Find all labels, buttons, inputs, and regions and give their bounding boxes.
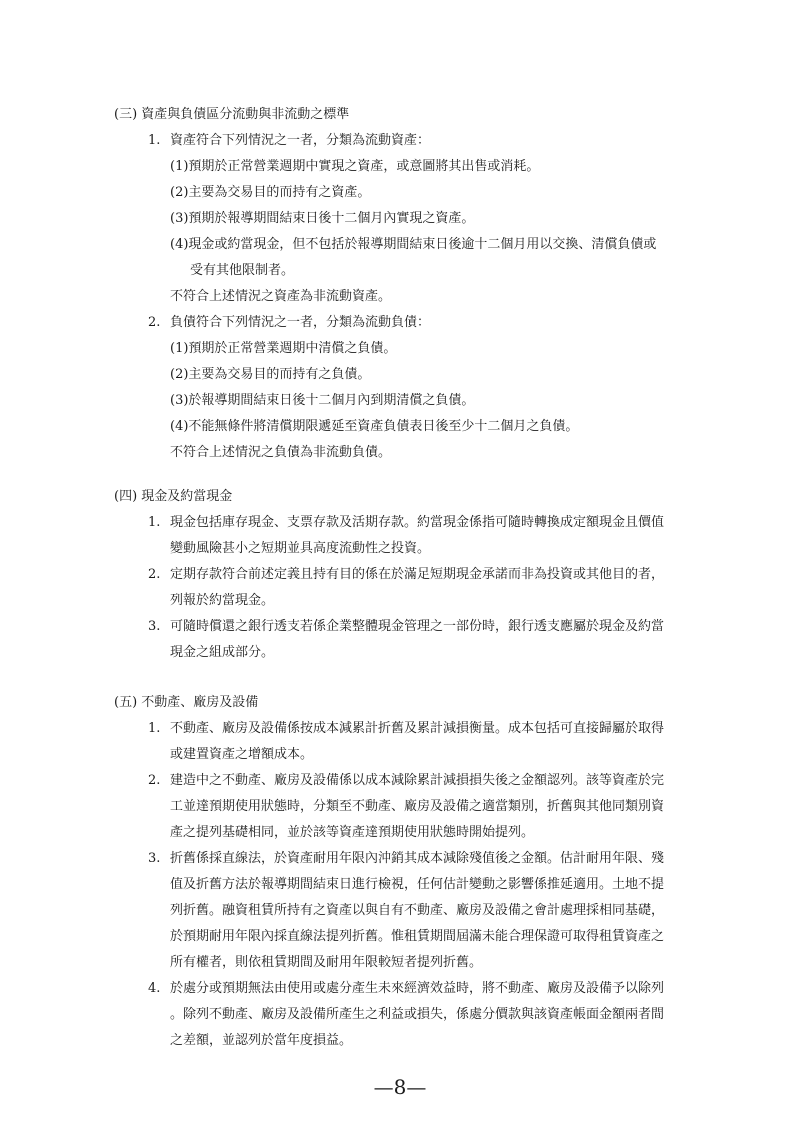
item-line: 不動產、廠房及設備係按成本減累計折舊及累計減損衡量。成本包括可直接歸屬於取得 xyxy=(170,721,665,736)
item-line: 現金包括庫存現金、支票存款及活期存款。約當現金係指可隨時轉換成定額現金且價值 xyxy=(170,515,665,530)
item-line: 值及折舊方法於報導期間結束日進行檢視，任何估計變動之影響係推延適用。土地不提 xyxy=(170,877,665,892)
sub-item-text: (3)於報導期間結束日後十二個月內到期清償之負債。 xyxy=(170,393,475,408)
sub-item-text: (2)主要為交易目的而持有之資產。 xyxy=(170,185,371,200)
section-5-item-2 xyxy=(114,768,754,846)
section-4-item-1 xyxy=(114,510,754,562)
item-line: 建造中之不動產、廠房及設備係以成本減除累計減損損失後之金額認列。該等資產於完 xyxy=(170,773,665,788)
sub-item xyxy=(114,180,754,206)
item-number: 3. xyxy=(148,851,161,866)
item-line: 折舊係採直線法，於資產耐用年限內沖銷其成本減除殘值後之金額。估計耐用年限、殘 xyxy=(170,851,665,866)
item-tail-text: 不符合上述情況之資產為非流動資產。 xyxy=(170,289,392,304)
sub-item xyxy=(114,414,754,440)
section-5-item-4 xyxy=(114,976,754,1054)
sub-item-text: (1)預期於正常營業週期中清償之負債。 xyxy=(170,341,397,356)
item-line: 於預期耐用年限內採直線法提列折舊。惟租賃期間屆滿未能合理保證可取得租賃資產之 xyxy=(170,929,665,944)
item-line: 現金之組成部分。 xyxy=(170,645,275,660)
item-line: 產之提列基礎相同，並於該等資產達預期使用狀態時開始提列。 xyxy=(170,825,535,840)
sub-item-text: 受有其他限制者。 xyxy=(190,263,295,278)
item-number: 2. xyxy=(148,315,161,330)
section-4-item-2 xyxy=(114,562,754,614)
sub-item-text: (4)現金或約當現金，但不包括於報導期間結束日後逾十二個月用以交換、清償負債或 xyxy=(170,237,657,252)
section-5-item-1 xyxy=(114,716,754,768)
section-5-item-3 xyxy=(114,846,754,976)
item-tail xyxy=(114,440,754,466)
sub-item-text: (4)不能無條件將清償期限遞延至資產負債表日後至少十二個月之負債。 xyxy=(170,419,579,434)
item-text: 負債符合下列情況之一者，分類為流動負債： xyxy=(170,315,431,330)
sub-item xyxy=(114,206,754,232)
sub-item xyxy=(114,388,754,414)
item-line: 變動風險甚小之短期並具高度流動性之投資。 xyxy=(170,541,431,556)
sub-item xyxy=(114,362,754,388)
item-tail-text: 不符合上述情況之負債為非流動負債。 xyxy=(170,445,392,460)
sub-item-text: (2)主要為交易目的而持有之負債。 xyxy=(170,367,371,382)
item-line: 列折舊。融資租賃所持有之資產以與自有不動產、廠房及設備之會計處理採相同基礎， xyxy=(170,903,665,918)
section-5-heading: (五) 不動產、廠房及設備 xyxy=(114,695,259,710)
item-line: 於處分或預期無法由使用或處分產生未來經濟效益時，將不動產、廠房及設備予以除列 xyxy=(170,981,665,996)
item-line: 可隨時償還之銀行透支若係企業整體現金管理之一部份時，銀行透支應屬於現金及約當 xyxy=(170,619,665,634)
item-number: 1. xyxy=(148,133,161,148)
sub-item-text: (1)預期於正常營業週期中實現之資產，或意圖將其出售或消耗。 xyxy=(170,159,540,174)
item-line: 。除列不動產、廠房及設備所產生之利益或損失，係處分價款與該資產帳面金額兩者間 xyxy=(170,1007,665,1022)
item-number: 1. xyxy=(148,721,161,736)
section-5 xyxy=(114,690,754,1054)
section-3-item-1 xyxy=(114,128,754,154)
sub-item-continuation xyxy=(114,258,754,284)
item-number: 1. xyxy=(148,515,161,530)
sub-item xyxy=(114,154,754,180)
item-line: 之差額，並認列於當年度損益。 xyxy=(170,1033,353,1048)
section-4-item-3 xyxy=(114,614,754,666)
sub-item xyxy=(114,232,754,258)
item-text: 資產符合下列情況之一者，分類為流動資產： xyxy=(170,133,431,148)
section-3-item-2 xyxy=(114,310,754,336)
item-line: 定期存款符合前述定義且持有目的係在於滿足短期現金承諾而非為投資或其他目的者， xyxy=(170,567,665,582)
sub-item xyxy=(114,336,754,362)
item-number: 2. xyxy=(148,773,161,788)
page-number: —8— xyxy=(373,1075,427,1099)
section-4 xyxy=(114,484,754,666)
item-number: 4. xyxy=(148,981,161,996)
item-tail xyxy=(114,284,754,310)
item-line: 或建置資產之增額成本。 xyxy=(170,747,314,762)
item-line: 工並達預期使用狀態時，分類至不動產、廠房及設備之適當類別，折舊與其他同類別資 xyxy=(170,799,665,814)
item-number: 2. xyxy=(148,567,161,582)
sub-item-text: (3)預期於報導期間結束日後十二個月內實現之資產。 xyxy=(170,211,475,226)
section-3 xyxy=(114,102,754,466)
section-4-heading: (四) 現金及約當現金 xyxy=(114,489,233,504)
item-line: 列報於約當現金。 xyxy=(170,593,275,608)
section-3-heading: (三) 資產與負債區分流動與非流動之標準 xyxy=(114,107,350,122)
item-line: 所有權者，則依租賃期間及耐用年限較短者提列折舊。 xyxy=(170,955,483,970)
item-number: 3. xyxy=(148,619,161,634)
